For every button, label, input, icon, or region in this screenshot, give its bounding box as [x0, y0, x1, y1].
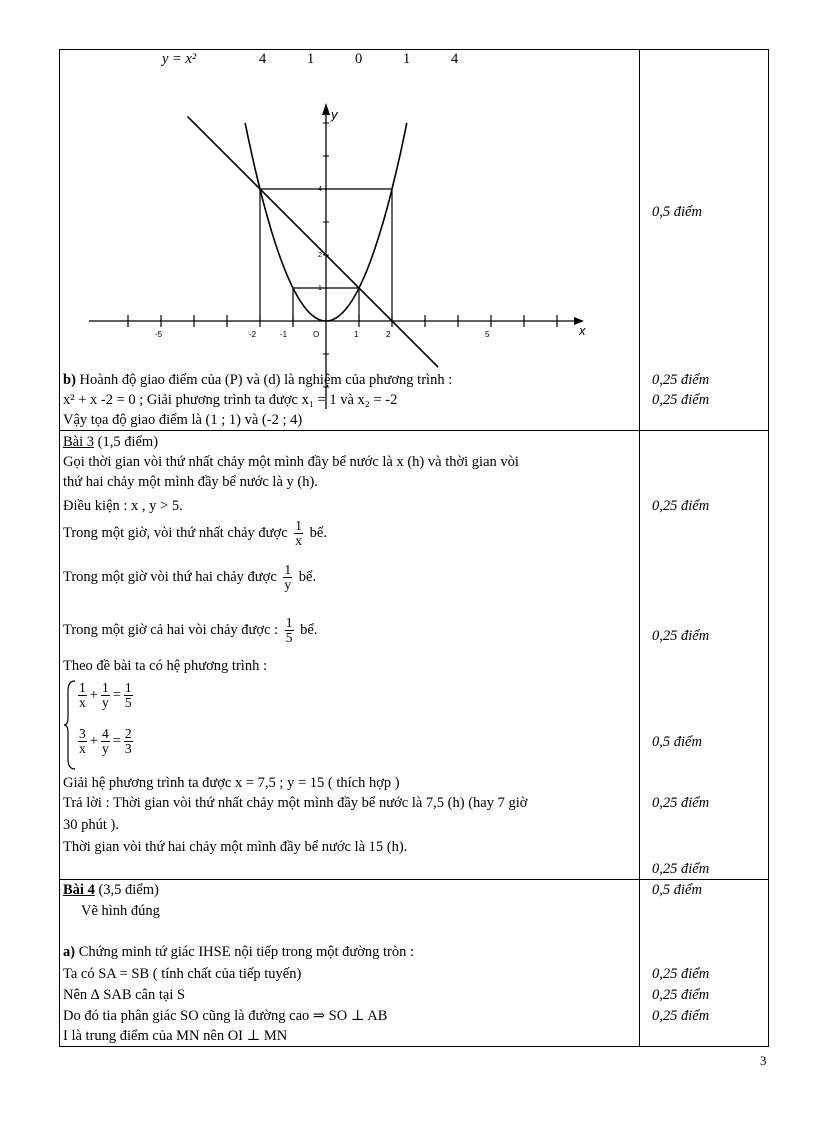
value-cell: 1: [403, 51, 411, 67]
bai3-score-condition: 0,25 điểm: [652, 498, 710, 514]
bai3-score-answer-3: 0,25 điểm: [652, 861, 710, 877]
both-taps-rate: [63, 616, 317, 645]
bai4-title: Bài 4: [63, 882, 95, 898]
frac-num: 3: [79, 726, 86, 741]
frac-1-y: [101, 681, 110, 710]
part-b-score-2: 0,25 điểm: [652, 392, 710, 408]
bai3-condition: Điều kiện : x , y > 5.: [63, 498, 183, 514]
second-tap-text: Trong một giờ vòi thứ hai chảy được: [63, 568, 277, 585]
frac-num: 1: [124, 680, 132, 695]
origin-label: O: [313, 330, 320, 339]
table-column-divider: [639, 49, 640, 1047]
bai3-title: Bài 3: [63, 434, 95, 450]
second-tap-rate: [63, 563, 316, 592]
fraction-1-over-5: [285, 616, 294, 645]
table-right-border: [768, 49, 769, 1047]
bai4-line-3: Do đó tia phân giác SO cũng là đường cao ⇒ SO ⊥ AB: [63, 1008, 388, 1024]
part-b-text: Hoành độ giao điểm của (P) và (d) là nghiệm của phương trình :: [79, 372, 453, 388]
system-equation-1: $\frac{1}{x}$ + $\frac{1}{y}$ = $\frac{1}{5}$: [79, 680, 132, 710]
tick-label-neg1: -1: [280, 330, 288, 339]
part-a-label: a): [63, 944, 76, 960]
page-number: 3: [760, 1053, 767, 1068]
part-b-score-1: 0,25 điểm: [652, 372, 710, 388]
frac-den: 5: [285, 630, 293, 645]
tick-label-neg2: -2: [249, 330, 257, 339]
bai4-score-2: 0,25 điểm: [652, 987, 710, 1003]
frac-den: y: [284, 577, 292, 592]
first-tap-unit: bể.: [309, 524, 327, 541]
frac-num: 1: [285, 615, 293, 630]
bai3-score-answer-1: 0,25 điểm: [652, 795, 710, 811]
bai3-line2: thứ hai chảy một mình đầy bể nước là y (h).: [63, 474, 318, 490]
frac-num: 4: [101, 726, 109, 741]
value-table-label: y = x²: [162, 51, 197, 67]
bai4-heading: [63, 882, 159, 899]
frac-1-x: [78, 681, 87, 710]
row-divider-bai3: [59, 430, 769, 431]
bai4-draw-figure: Vẽ hình đúng: [81, 903, 160, 919]
axis-ticks: [128, 123, 557, 387]
bai4-line-4: I là trung điểm của MN nên OI ⊥ MN: [63, 1028, 288, 1044]
frac-den: y: [101, 695, 109, 710]
bai3-answer-1: Trả lời : Thời gian vòi thứ nhất chảy một mình đầy bể nước là 7,5 (h) (hay 7 giờ: [63, 795, 528, 811]
part-b-label: b): [63, 372, 76, 388]
frac-num: 2: [124, 726, 132, 741]
tick-label-y2: 2: [318, 252, 322, 259]
second-tap-unit: bể.: [298, 568, 317, 585]
tick-label-y4: 4: [318, 186, 322, 193]
bai4-score-title: 0,5 điểm: [652, 882, 702, 898]
tick-label-1: 1: [354, 330, 359, 339]
tick-label-2: 2: [386, 330, 391, 339]
bai4-part-a: [63, 944, 414, 961]
bai3-heading: [63, 434, 158, 451]
frac-4-y: [101, 727, 110, 756]
table-bottom-border: [59, 1046, 769, 1047]
value-cell: 4: [451, 51, 459, 67]
bai3-score-system: 0,5 điểm: [652, 734, 702, 750]
value-table-underline: [139, 49, 539, 50]
bai4-line-1: Ta có SA = SB ( tính chất của tiếp tuyến): [63, 966, 302, 982]
bai4-score-1: 0,25 điểm: [652, 966, 710, 982]
tick-label-y1: 1: [318, 285, 322, 292]
bai3-answer-2: 30 phút ).: [63, 817, 119, 833]
row-divider-bai4: [59, 879, 769, 880]
frac-2-3: [124, 727, 133, 756]
y-axis-arrow: [322, 103, 330, 115]
bai3-answer-3: Thời gian vòi thứ hai chảy một mình đầy bể nước là 15 (h).: [63, 839, 408, 855]
first-tap-rate: [63, 519, 327, 548]
bai4-line-2: Nên ∆ SAB cân tại S: [63, 987, 186, 1003]
x-axis-label: x: [579, 323, 586, 338]
value-cell: 1: [307, 51, 315, 67]
table-left-border: [59, 49, 60, 1047]
bai3-points: (1,5 điểm): [97, 434, 159, 450]
answer-key-table: [59, 49, 769, 1049]
graph-score: 0,5 điểm: [652, 204, 702, 220]
part-a-text: Chứng minh tứ giác IHSE nội tiếp trong một đường tròn :: [78, 944, 415, 960]
value-cell: 0: [355, 51, 363, 67]
frac-den: x: [79, 695, 86, 710]
frac-3-x: [78, 727, 87, 756]
fraction-1-over-y: [283, 563, 292, 592]
bai3-solution: Giải hệ phương trình ta được x = 7,5 ; y = 15 ( thích hợp ): [63, 775, 400, 791]
both-taps-text: Trong một giờ cả hai vòi chảy được :: [63, 621, 279, 638]
frac-den: x: [295, 533, 303, 548]
parabola-line-graph: [79, 99, 599, 419]
frac-1-5: [124, 681, 133, 710]
bai3-line1: Gọi thời gian vòi thứ nhất chảy một mình đầy bể nước là x (h) và thời gian vòi: [63, 454, 519, 470]
system-equation-2: $\frac{3}{x}$ + $\frac{4}{y}$ = $\frac{2}{3}$: [79, 726, 132, 756]
frac-den: x: [79, 741, 86, 756]
tick-label-5: 5: [485, 330, 490, 339]
both-taps-unit: bể.: [300, 621, 318, 638]
frac-num: 1: [79, 680, 86, 695]
quadratic-equation-line: x² + x -2 = 0 ; Giải phương trình ta được x₁ = 1 và x₂ = -2: [63, 392, 398, 408]
system-intro: Theo đề bài ta có hệ phương trình :: [63, 658, 267, 674]
bai3-score-both: 0,25 điểm: [652, 628, 710, 644]
frac-den: 3: [124, 741, 132, 756]
frac-num: 1: [101, 680, 109, 695]
tick-label-neg5: -5: [155, 330, 163, 339]
intersection-conclusion: Vậy tọa độ giao điểm là (1 ; 1) và (-2 ; 4): [63, 412, 303, 428]
y-axis-label: y: [331, 107, 338, 122]
frac-den: 5: [124, 695, 132, 710]
frac-den: y: [101, 741, 109, 756]
first-tap-text: Trong một giờ, vòi thứ nhất chảy được: [63, 524, 288, 541]
fraction-1-over-x: [294, 519, 303, 548]
frac-num: 1: [295, 518, 303, 533]
value-cell: 4: [259, 51, 267, 67]
part-b-line: [63, 372, 452, 389]
frac-num: 1: [284, 562, 292, 577]
bai4-points: (3,5 điểm): [98, 882, 159, 898]
bai4-score-3: 0,25 điểm: [652, 1008, 710, 1024]
